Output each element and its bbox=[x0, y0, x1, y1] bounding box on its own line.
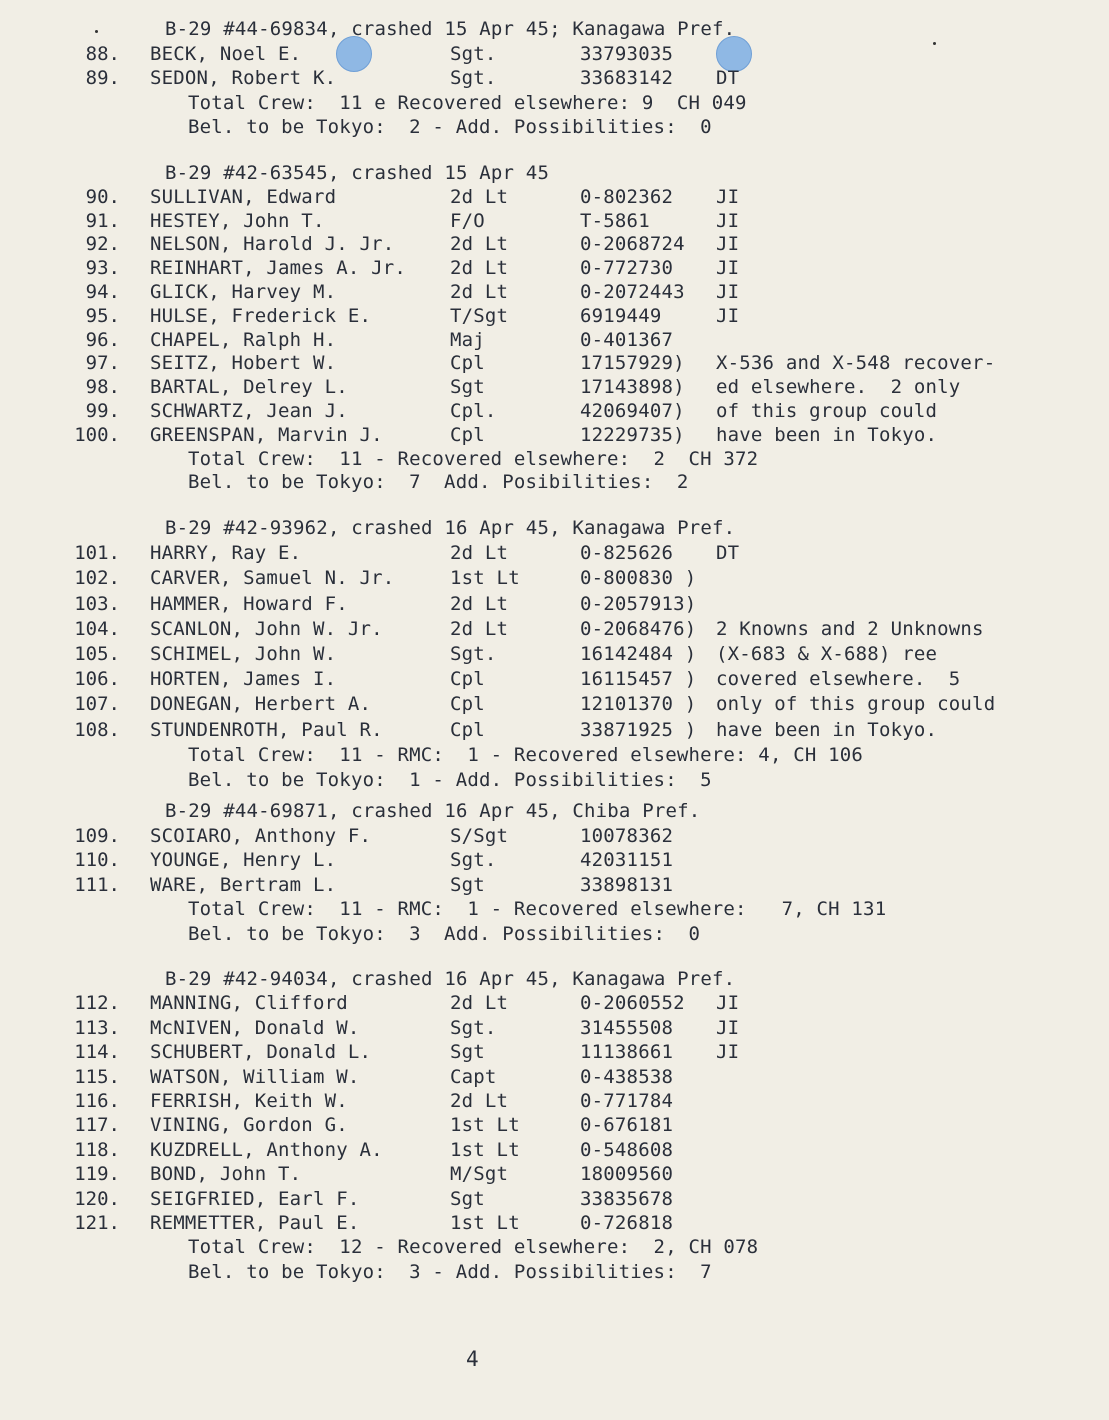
total-crew-line: Total Crew: 11 - Recovered elsewhere: 2 CH 372 bbox=[188, 447, 759, 470]
crew-note: 2 Knowns and 2 Unknowns bbox=[716, 617, 984, 640]
crew-note: JI bbox=[716, 281, 740, 303]
crew-number: 117. bbox=[74, 1114, 120, 1137]
crew-number: 89. bbox=[85, 67, 120, 89]
total-crew-line: Total Crew: 11 - RMC: 1 - Recovered elsewhere: 7, CH 131 bbox=[188, 898, 887, 920]
crew-number: 121. bbox=[74, 1212, 120, 1234]
tokyo-line: Bel. to be Tokyo: 3 Add. Possibilities: 0 bbox=[188, 922, 701, 945]
crew-number: 92. bbox=[85, 233, 120, 256]
crew-rank: Maj bbox=[450, 328, 485, 351]
crew-serial: 0-2057913) bbox=[580, 592, 697, 615]
crew-name: SULLIVAN, Edward bbox=[150, 185, 337, 208]
crew-rank: 2d Lt bbox=[450, 257, 509, 280]
crew-serial: 33793035 bbox=[580, 42, 674, 65]
crew-serial: 33835678 bbox=[580, 1187, 674, 1210]
crew-serial: 0-802362 bbox=[580, 185, 674, 208]
crew-number: 104. bbox=[74, 617, 120, 640]
crew-name: GLICK, Harvey M. bbox=[150, 281, 337, 303]
crew-number: 88. bbox=[85, 42, 120, 65]
crew-note: ed elsewhere. 2 only bbox=[716, 376, 961, 399]
tokyo-line: Bel. to be Tokyo: 2 - Add. Possibilities: 0 bbox=[188, 116, 712, 138]
crew-rank: T/Sgt bbox=[450, 304, 509, 327]
crew-serial: 42031151 bbox=[580, 849, 674, 871]
aircraft-header: B-29 #42-94034, crashed 16 Apr 45, Kanagawa Pref. bbox=[165, 968, 736, 990]
crew-number: 106. bbox=[74, 668, 120, 691]
crew-serial: 12101370 ) bbox=[580, 693, 697, 716]
crew-serial: 11138661 bbox=[580, 1041, 674, 1064]
crew-note: only of this group could bbox=[716, 693, 996, 716]
crew-number: 107. bbox=[74, 693, 120, 716]
crew-name: STUNDENROTH, Paul R. bbox=[150, 718, 383, 741]
crew-name: HULSE, Frederick E. bbox=[150, 304, 372, 327]
crew-name: SEIGFRIED, Earl F. bbox=[150, 1187, 360, 1210]
crew-serial: 16115457 ) bbox=[580, 668, 697, 691]
crew-serial: 0-2068724 bbox=[580, 233, 685, 256]
crew-name: McNIVEN, Donald W. bbox=[150, 1016, 360, 1039]
crew-note: DT bbox=[716, 67, 740, 89]
crew-number: 91. bbox=[85, 209, 120, 232]
crew-note: JI bbox=[716, 209, 740, 232]
crew-rank: 1st Lt bbox=[450, 1138, 520, 1161]
crew-rank: Cpl bbox=[450, 668, 485, 691]
crew-number: 90. bbox=[85, 185, 120, 208]
crew-serial: 17143898) bbox=[580, 376, 685, 399]
crew-name: MANNING, Clifford bbox=[150, 992, 348, 1015]
crew-number: 99. bbox=[85, 400, 120, 422]
crew-number: 95. bbox=[85, 304, 120, 327]
crew-name: SEDON, Robert K. bbox=[150, 67, 337, 89]
crew-rank: 1st Lt bbox=[450, 1114, 520, 1137]
crew-note: have been in Tokyo. bbox=[716, 718, 938, 741]
crew-serial: 0-2068476) bbox=[580, 617, 697, 640]
crew-serial: T-5861 bbox=[580, 209, 650, 232]
crew-rank: Sgt bbox=[450, 1187, 485, 1210]
page-number: 4 bbox=[466, 1347, 479, 1371]
crew-number: 119. bbox=[74, 1163, 120, 1186]
crew-number: 115. bbox=[74, 1065, 120, 1088]
crew-rank: 2d Lt bbox=[450, 1090, 509, 1112]
crew-note: JI bbox=[716, 185, 740, 208]
aircraft-header: B-29 #42-93962, crashed 16 Apr 45, Kanagawa Pref. bbox=[165, 517, 736, 539]
crew-serial: 12229735) bbox=[580, 423, 685, 446]
crew-number: 100. bbox=[74, 423, 120, 446]
crew-name: SCANLON, John W. Jr. bbox=[150, 617, 383, 640]
crew-name: WATSON, William W. bbox=[150, 1065, 360, 1088]
crew-note: JI bbox=[716, 257, 740, 280]
crew-number: 108. bbox=[74, 718, 120, 741]
crew-rank: Cpl bbox=[450, 693, 485, 716]
crew-name: VINING, Gordon G. bbox=[150, 1114, 348, 1137]
tokyo-line: Bel. to be Tokyo: 7 Add. Posibilities: 2 bbox=[188, 471, 689, 494]
crew-serial: 33898131 bbox=[580, 873, 674, 896]
crew-rank: Sgt bbox=[450, 376, 485, 399]
crew-serial: 10078362 bbox=[580, 824, 674, 847]
crew-rank: S/Sgt bbox=[450, 824, 509, 847]
crew-note: JI bbox=[716, 1041, 740, 1064]
crew-note: JI bbox=[716, 304, 740, 327]
crew-note: have been in Tokyo. bbox=[716, 423, 938, 446]
crew-serial: 6919449 bbox=[580, 304, 662, 327]
crew-rank: Cpl bbox=[450, 423, 485, 446]
total-crew-line: Total Crew: 12 - Recovered elsewhere: 2, CH 078 bbox=[188, 1236, 759, 1259]
crew-note: JI bbox=[716, 992, 740, 1015]
aircraft-header: B-29 #42-63545, crashed 15 Apr 45 bbox=[165, 162, 550, 184]
crew-rank: 2d Lt bbox=[450, 992, 509, 1015]
crew-number: 116. bbox=[74, 1090, 120, 1112]
crew-number: 114. bbox=[74, 1041, 120, 1064]
tokyo-line: Bel. to be Tokyo: 1 - Add. Possibilities: 5 bbox=[188, 769, 712, 791]
crew-rank: 2d Lt bbox=[450, 233, 509, 256]
crew-number: 113. bbox=[74, 1016, 120, 1039]
crew-name: KUZDRELL, Anthony A. bbox=[150, 1138, 383, 1161]
crew-serial: 0-401367 bbox=[580, 328, 674, 351]
crew-serial: 31455508 bbox=[580, 1016, 674, 1039]
crew-rank: 2d Lt bbox=[450, 592, 509, 615]
crew-note: (X-683 & X-688) ree bbox=[716, 643, 938, 665]
crew-name: HORTEN, James I. bbox=[150, 668, 337, 691]
crew-rank: Sgt. bbox=[450, 643, 497, 665]
crew-note: JI bbox=[716, 1016, 740, 1039]
crew-rank: 1st Lt bbox=[450, 1212, 520, 1234]
crew-serial: 16142484 ) bbox=[580, 643, 697, 665]
crew-serial: 0-438538 bbox=[580, 1065, 674, 1088]
aircraft-header: B-29 #44-69834, crashed 15 Apr 45; Kanagawa Pref. bbox=[165, 18, 736, 40]
punch-hole-left bbox=[336, 36, 372, 72]
speck bbox=[933, 42, 936, 45]
crew-serial: 0-726818 bbox=[580, 1212, 674, 1234]
crew-number: 105. bbox=[74, 643, 120, 665]
crew-number: 94. bbox=[85, 281, 120, 303]
crew-serial: 0-771784 bbox=[580, 1090, 674, 1112]
crew-note: covered elsewhere. 5 bbox=[716, 668, 961, 691]
crew-serial: 0-2072443 bbox=[580, 281, 685, 303]
crew-name: WARE, Bertram L. bbox=[150, 873, 337, 896]
crew-serial: 0-676181 bbox=[580, 1114, 674, 1137]
crew-number: 102. bbox=[74, 567, 120, 590]
crew-name: CHAPEL, Ralph H. bbox=[150, 328, 337, 351]
crew-rank: Cpl bbox=[450, 352, 485, 375]
crew-name: REINHART, James A. Jr. bbox=[150, 257, 407, 280]
crew-number: 110. bbox=[74, 849, 120, 871]
crew-serial: 17157929) bbox=[580, 352, 685, 375]
crew-note: DT bbox=[716, 542, 740, 565]
crew-name: BOND, John T. bbox=[150, 1163, 302, 1186]
crew-rank: F/O bbox=[450, 209, 485, 232]
crew-rank: M/Sgt bbox=[450, 1163, 509, 1186]
crew-rank: 1st Lt bbox=[450, 567, 520, 590]
crew-rank: 2d Lt bbox=[450, 617, 509, 640]
crew-rank: Sgt bbox=[450, 873, 485, 896]
crew-serial: 18009560 bbox=[580, 1163, 674, 1186]
crew-serial: 0-548608 bbox=[580, 1138, 674, 1161]
crew-serial: 0-800830 ) bbox=[580, 567, 697, 590]
crew-serial: 0-772730 bbox=[580, 257, 674, 280]
crew-rank: Sgt. bbox=[450, 849, 497, 871]
total-crew-line: Total Crew: 11 e Recovered elsewhere: 9 CH 049 bbox=[188, 91, 747, 114]
crew-name: HARRY, Ray E. bbox=[150, 542, 302, 565]
crew-serial: 33683142 bbox=[580, 67, 674, 89]
crew-note: X-536 and X-548 recover- bbox=[716, 352, 996, 375]
crew-number: 112. bbox=[74, 992, 120, 1015]
crew-rank: Cpl bbox=[450, 718, 485, 741]
crew-number: 101. bbox=[74, 542, 120, 565]
crew-number: 96. bbox=[85, 328, 120, 351]
crew-number: 97. bbox=[85, 352, 120, 375]
crew-name: DONEGAN, Herbert A. bbox=[150, 693, 372, 716]
crew-name: SCHUBERT, Donald L. bbox=[150, 1041, 372, 1064]
crew-serial: 33871925 ) bbox=[580, 718, 697, 741]
crew-number: 103. bbox=[74, 592, 120, 615]
crew-name: SCOIARO, Anthony F. bbox=[150, 824, 372, 847]
crew-name: BARTAL, Delrey L. bbox=[150, 376, 348, 399]
crew-name: HAMMER, Howard F. bbox=[150, 592, 348, 615]
crew-rank: Sgt. bbox=[450, 1016, 497, 1039]
crew-serial: 42069407) bbox=[580, 400, 685, 422]
crew-rank: Sgt. bbox=[450, 42, 497, 65]
crew-name: SCHIMEL, John W. bbox=[150, 643, 337, 665]
crew-serial: 0-2060552 bbox=[580, 992, 685, 1015]
tokyo-line: Bel. to be Tokyo: 3 - Add. Possibilities: 7 bbox=[188, 1260, 712, 1283]
crew-number: 118. bbox=[74, 1138, 120, 1161]
crew-name: REMMETTER, Paul E. bbox=[150, 1212, 360, 1234]
crew-number: 93. bbox=[85, 257, 120, 280]
crew-rank: Sgt bbox=[450, 1041, 485, 1064]
crew-number: 120. bbox=[74, 1187, 120, 1210]
crew-name: GREENSPAN, Marvin J. bbox=[150, 423, 383, 446]
crew-name: SEITZ, Hobert W. bbox=[150, 352, 337, 375]
crew-name: SCHWARTZ, Jean J. bbox=[150, 400, 348, 422]
crew-name: HESTEY, John T. bbox=[150, 209, 325, 232]
crew-number: 109. bbox=[74, 824, 120, 847]
crew-serial: 0-825626 bbox=[580, 542, 674, 565]
crew-name: CARVER, Samuel N. Jr. bbox=[150, 567, 395, 590]
crew-rank: 2d Lt bbox=[450, 281, 509, 303]
crew-name: NELSON, Harold J. Jr. bbox=[150, 233, 395, 256]
crew-rank: 2d Lt bbox=[450, 542, 509, 565]
crew-rank: Cpl. bbox=[450, 400, 497, 422]
crew-note: JI bbox=[716, 233, 740, 256]
crew-number: 98. bbox=[85, 376, 120, 399]
crew-name: FERRISH, Keith W. bbox=[150, 1090, 348, 1112]
crew-note: of this group could bbox=[716, 400, 938, 422]
aircraft-header: B-29 #44-69871, crashed 16 Apr 45, Chiba Pref. bbox=[165, 800, 701, 822]
crew-name: YOUNGE, Henry L. bbox=[150, 849, 337, 871]
crew-name: BECK, Noel E. bbox=[150, 42, 302, 65]
crew-rank: 2d Lt bbox=[450, 185, 509, 208]
total-crew-line: Total Crew: 11 - RMC: 1 - Recovered elsewhere: 4, CH 106 bbox=[188, 743, 864, 766]
crew-number: 111. bbox=[74, 873, 120, 896]
crew-rank: Capt bbox=[450, 1065, 497, 1088]
speck bbox=[95, 30, 98, 33]
crew-rank: Sgt. bbox=[450, 67, 497, 89]
